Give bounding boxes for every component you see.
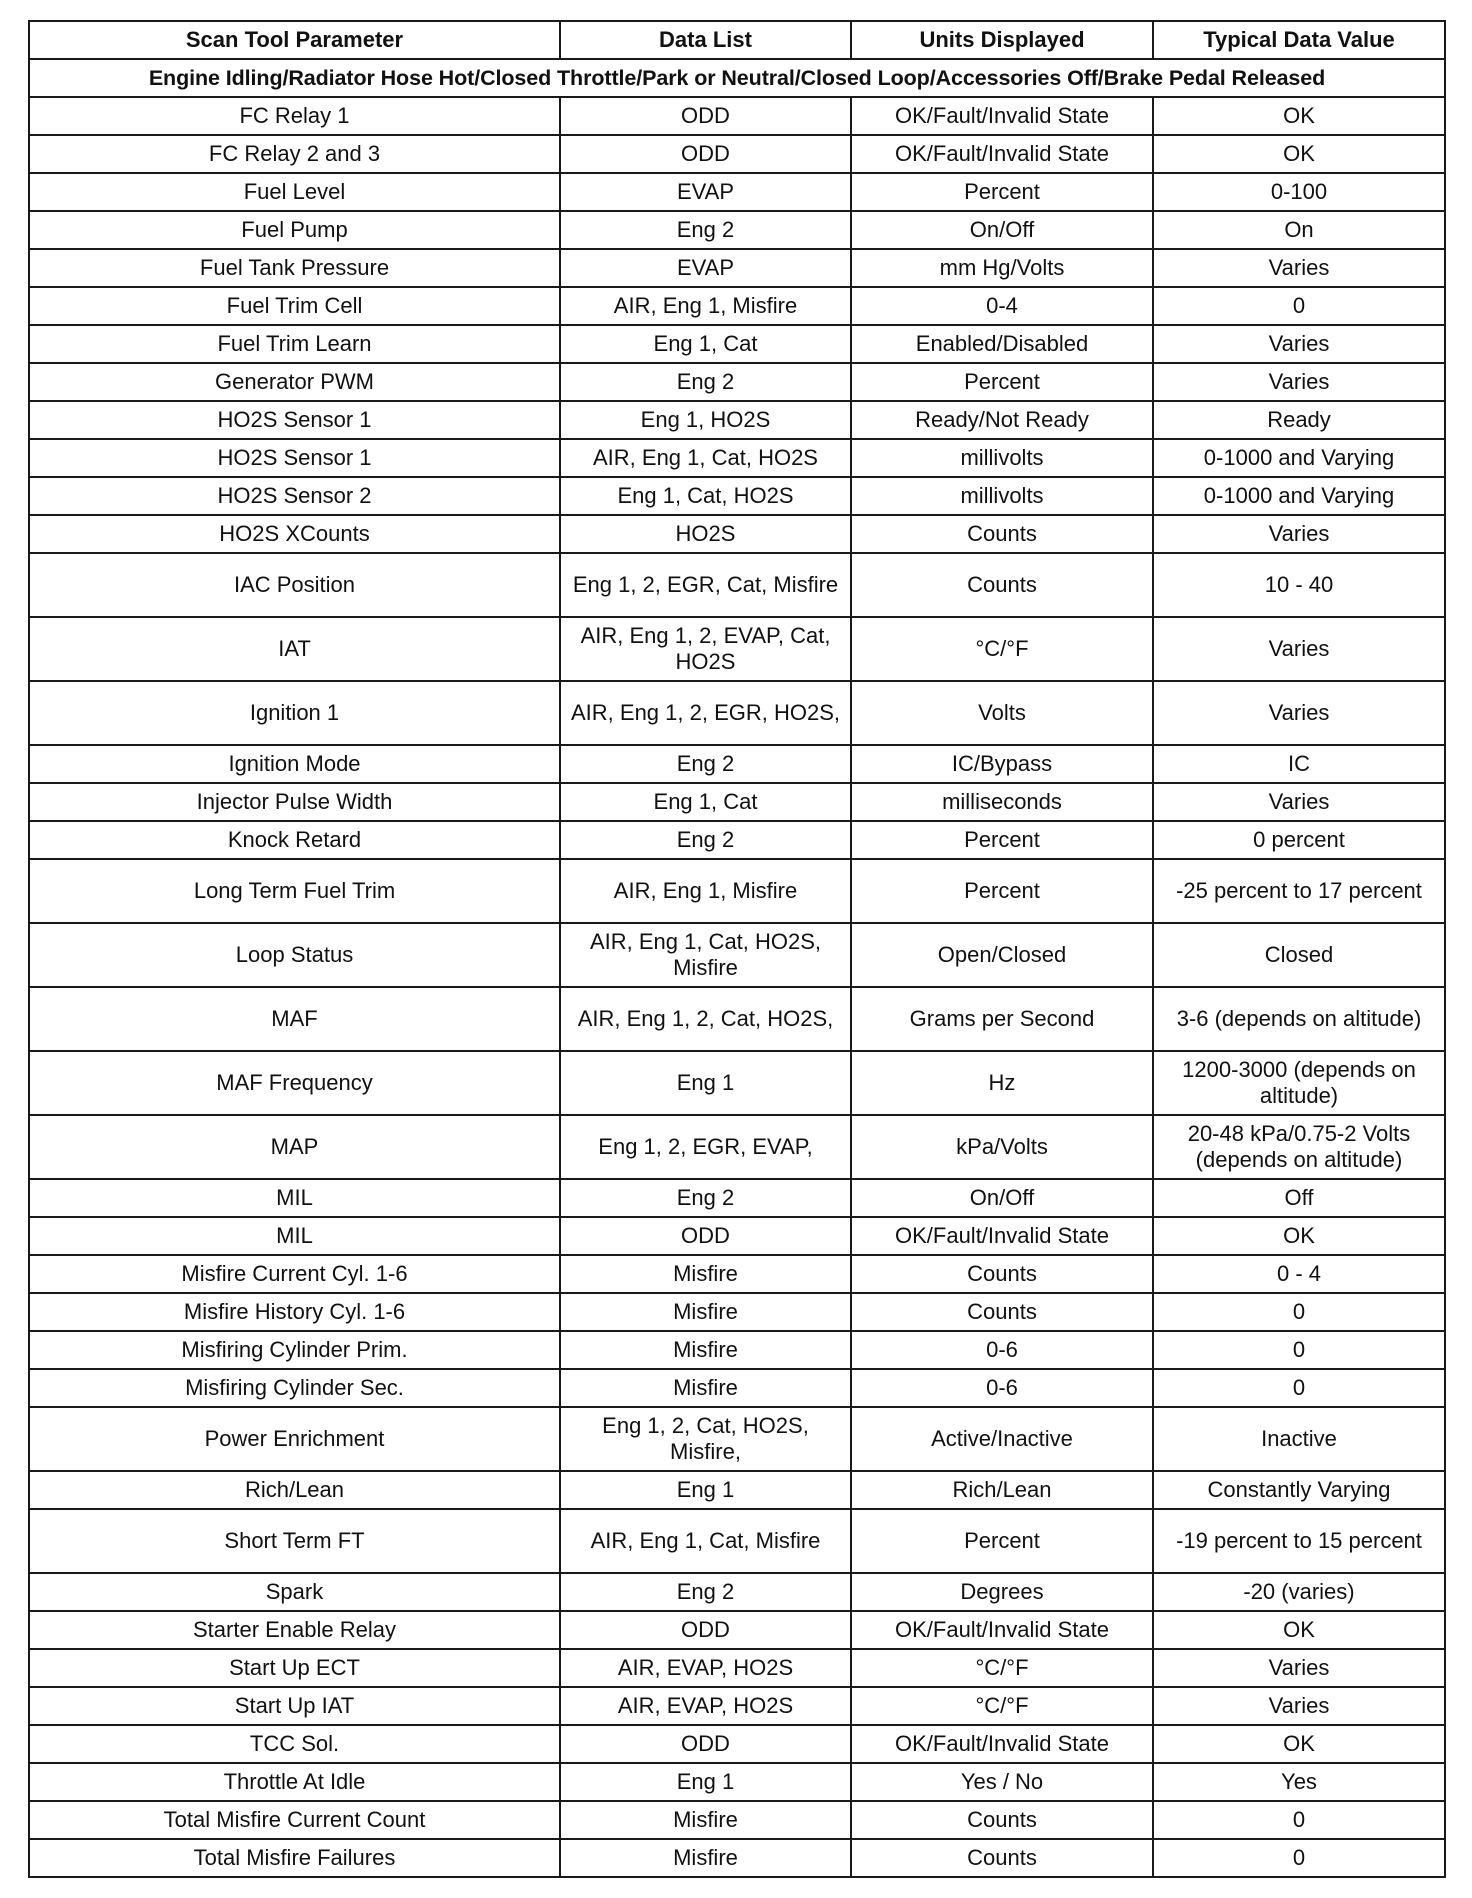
cell-parameter: Misfire History Cyl. 1-6 [29,1293,560,1331]
cell-units: Counts [851,553,1153,617]
cell-parameter: Ignition 1 [29,681,560,745]
cell-data-list: ODD [560,135,851,173]
table-row [29,987,1445,1051]
cell-parameter: Fuel Pump [29,211,560,249]
cell-parameter: HO2S Sensor 1 [29,401,560,439]
cell-typical-value: -19 percent to 15 percent [1153,1509,1445,1573]
table-row [29,439,1445,477]
cell-data-list: Eng 1 [560,1471,851,1509]
column-header-data-list: Data List [560,21,851,59]
table-row [29,287,1445,325]
cell-data-list: Eng 1, 2, EGR, EVAP, [560,1115,851,1179]
cell-data-list: Eng 2 [560,745,851,783]
table-row [29,821,1445,859]
cell-units: OK/Fault/Invalid State [851,97,1153,135]
table-row [29,325,1445,363]
cell-data-list: Misfire [560,1369,851,1407]
cell-parameter: Generator PWM [29,363,560,401]
section-conditions: Engine Idling/Radiator Hose Hot/Closed Throttle/Park or Neutral/Closed Loop/Accessories Off/Brake Pedal Released [29,59,1445,97]
table-row [29,1369,1445,1407]
table-row [29,1801,1445,1839]
cell-parameter: Fuel Level [29,173,560,211]
cell-parameter: HO2S Sensor 1 [29,439,560,477]
cell-units: Counts [851,1801,1153,1839]
cell-data-list: AIR, Eng 1, Cat, HO2S, Misfire [560,923,851,987]
table-row [29,1115,1445,1179]
cell-units: Counts [851,1293,1153,1331]
table-row [29,1763,1445,1801]
cell-parameter: Total Misfire Current Count [29,1801,560,1839]
table-row [29,783,1445,821]
table-row [29,1255,1445,1293]
table-row [29,681,1445,745]
table-row [29,1725,1445,1763]
cell-data-list: Eng 1, Cat, HO2S [560,477,851,515]
table-row [29,1179,1445,1217]
cell-parameter: MIL [29,1179,560,1217]
cell-units: Percent [851,173,1153,211]
cell-data-list: Eng 2 [560,1179,851,1217]
cell-typical-value: Varies [1153,681,1445,745]
cell-typical-value: Varies [1153,249,1445,287]
cell-units: On/Off [851,211,1153,249]
cell-parameter: Total Misfire Failures [29,1839,560,1877]
cell-units: Percent [851,363,1153,401]
cell-data-list: Misfire [560,1293,851,1331]
cell-data-list: HO2S [560,515,851,553]
cell-units: Yes / No [851,1763,1153,1801]
cell-units: OK/Fault/Invalid State [851,135,1153,173]
table-row [29,1649,1445,1687]
table-row [29,1573,1445,1611]
cell-parameter: IAT [29,617,560,681]
cell-units: Counts [851,515,1153,553]
cell-parameter: HO2S XCounts [29,515,560,553]
cell-typical-value: -20 (varies) [1153,1573,1445,1611]
table-body [29,97,1445,1877]
cell-typical-value: 0 percent [1153,821,1445,859]
cell-data-list: ODD [560,1611,851,1649]
cell-units: 0-6 [851,1369,1153,1407]
cell-typical-value: Closed [1153,923,1445,987]
cell-units: OK/Fault/Invalid State [851,1611,1153,1649]
cell-typical-value: 0-1000 and Varying [1153,439,1445,477]
cell-data-list: Eng 1, HO2S [560,401,851,439]
column-header-units: Units Displayed [851,21,1153,59]
table-row [29,1217,1445,1255]
cell-units: 0-6 [851,1331,1153,1369]
cell-typical-value: 0 [1153,1369,1445,1407]
table-row [29,1293,1445,1331]
cell-data-list: ODD [560,1725,851,1763]
cell-data-list: Eng 1, Cat [560,783,851,821]
cell-units: millivolts [851,439,1153,477]
cell-data-list: AIR, Eng 1, Cat, Misfire [560,1509,851,1573]
table-row [29,135,1445,173]
cell-parameter: Fuel Trim Cell [29,287,560,325]
cell-units: Counts [851,1839,1153,1877]
cell-data-list: Eng 1 [560,1763,851,1801]
cell-units: Enabled/Disabled [851,325,1153,363]
cell-units: Active/Inactive [851,1407,1153,1471]
cell-typical-value: Off [1153,1179,1445,1217]
cell-typical-value: Varies [1153,363,1445,401]
cell-data-list: AIR, Eng 1, Cat, HO2S [560,439,851,477]
cell-parameter: FC Relay 1 [29,97,560,135]
cell-units: Volts [851,681,1153,745]
cell-typical-value: Varies [1153,783,1445,821]
cell-typical-value: OK [1153,135,1445,173]
cell-units: Percent [851,859,1153,923]
cell-units: OK/Fault/Invalid State [851,1725,1153,1763]
cell-typical-value: 0 - 4 [1153,1255,1445,1293]
cell-typical-value: Varies [1153,1649,1445,1687]
cell-parameter: Misfire Current Cyl. 1-6 [29,1255,560,1293]
cell-data-list: EVAP [560,173,851,211]
cell-parameter: Start Up IAT [29,1687,560,1725]
cell-data-list: Eng 1 [560,1051,851,1115]
cell-typical-value: 20-48 kPa/0.75-2 Volts (depends on altitude) [1153,1115,1445,1179]
cell-data-list: Misfire [560,1331,851,1369]
scan-tool-data-table [28,20,1446,1878]
table-row [29,745,1445,783]
table-row [29,1687,1445,1725]
cell-parameter: Fuel Tank Pressure [29,249,560,287]
cell-parameter: Start Up ECT [29,1649,560,1687]
cell-parameter: HO2S Sensor 2 [29,477,560,515]
cell-data-list: AIR, Eng 1, Misfire [560,859,851,923]
table-row [29,1839,1445,1877]
cell-units: Open/Closed [851,923,1153,987]
table-row [29,617,1445,681]
column-header-typical-value: Typical Data Value [1153,21,1445,59]
table-row [29,211,1445,249]
cell-units: Grams per Second [851,987,1153,1051]
column-header-parameter: Scan Tool Parameter [29,21,560,59]
cell-units: °C/°F [851,1687,1153,1725]
cell-typical-value: OK [1153,1217,1445,1255]
cell-units: milliseconds [851,783,1153,821]
cell-data-list: ODD [560,1217,851,1255]
cell-typical-value: Ready [1153,401,1445,439]
cell-parameter: Starter Enable Relay [29,1611,560,1649]
cell-data-list: Eng 2 [560,821,851,859]
table-row [29,1331,1445,1369]
cell-parameter: Spark [29,1573,560,1611]
cell-units: Rich/Lean [851,1471,1153,1509]
cell-typical-value: 0 [1153,1839,1445,1877]
cell-data-list: Eng 1, 2, Cat, HO2S, Misfire, [560,1407,851,1471]
cell-typical-value: 0 [1153,1801,1445,1839]
cell-typical-value: On [1153,211,1445,249]
cell-parameter: Long Term Fuel Trim [29,859,560,923]
table-row [29,1611,1445,1649]
cell-data-list: Misfire [560,1801,851,1839]
cell-typical-value: Constantly Varying [1153,1471,1445,1509]
cell-units: IC/Bypass [851,745,1153,783]
table-row [29,1051,1445,1115]
cell-typical-value: 0 [1153,1293,1445,1331]
table-row [29,249,1445,287]
cell-units: Percent [851,821,1153,859]
cell-data-list: AIR, Eng 1, 2, Cat, HO2S, [560,987,851,1051]
cell-units: Hz [851,1051,1153,1115]
cell-typical-value: 0-1000 and Varying [1153,477,1445,515]
cell-typical-value: IC [1153,745,1445,783]
cell-typical-value: 1200-3000 (depends on altitude) [1153,1051,1445,1115]
cell-units: OK/Fault/Invalid State [851,1217,1153,1255]
cell-data-list: Misfire [560,1255,851,1293]
table-row [29,97,1445,135]
cell-parameter: IAC Position [29,553,560,617]
cell-units: Percent [851,1509,1153,1573]
table-header [29,21,1445,97]
cell-data-list: AIR, Eng 1, Misfire [560,287,851,325]
section-row [29,59,1445,97]
cell-data-list: AIR, Eng 1, 2, EVAP, Cat, HO2S [560,617,851,681]
cell-units: Counts [851,1255,1153,1293]
cell-parameter: MAF Frequency [29,1051,560,1115]
cell-data-list: Eng 1, 2, EGR, Cat, Misfire [560,553,851,617]
cell-units: °C/°F [851,1649,1153,1687]
cell-parameter: Short Term FT [29,1509,560,1573]
cell-parameter: Misfiring Cylinder Prim. [29,1331,560,1369]
cell-data-list: AIR, Eng 1, 2, EGR, HO2S, [560,681,851,745]
cell-units: Ready/Not Ready [851,401,1153,439]
cell-parameter: MAF [29,987,560,1051]
cell-parameter: Ignition Mode [29,745,560,783]
cell-typical-value: OK [1153,1611,1445,1649]
cell-typical-value: Varies [1153,325,1445,363]
cell-typical-value: Inactive [1153,1407,1445,1471]
table-row [29,553,1445,617]
cell-data-list: Eng 2 [560,211,851,249]
table-row [29,515,1445,553]
cell-units: On/Off [851,1179,1153,1217]
cell-typical-value: OK [1153,97,1445,135]
table-row [29,1407,1445,1471]
cell-typical-value: Varies [1153,1687,1445,1725]
cell-typical-value: OK [1153,1725,1445,1763]
cell-units: mm Hg/Volts [851,249,1153,287]
cell-data-list: Eng 2 [560,363,851,401]
table-row [29,401,1445,439]
cell-data-list: Eng 2 [560,1573,851,1611]
cell-data-list: Eng 1, Cat [560,325,851,363]
cell-parameter: MIL [29,1217,560,1255]
cell-data-list: ODD [560,97,851,135]
cell-parameter: Throttle At Idle [29,1763,560,1801]
table-row [29,859,1445,923]
cell-typical-value: Varies [1153,515,1445,553]
cell-parameter: Fuel Trim Learn [29,325,560,363]
table-row [29,923,1445,987]
cell-parameter: MAP [29,1115,560,1179]
cell-parameter: Injector Pulse Width [29,783,560,821]
cell-parameter: Knock Retard [29,821,560,859]
table-row [29,1471,1445,1509]
cell-typical-value: 10 - 40 [1153,553,1445,617]
cell-parameter: TCC Sol. [29,1725,560,1763]
cell-typical-value: -25 percent to 17 percent [1153,859,1445,923]
cell-typical-value: 0-100 [1153,173,1445,211]
table-row [29,173,1445,211]
cell-parameter: Misfiring Cylinder Sec. [29,1369,560,1407]
cell-units: millivolts [851,477,1153,515]
cell-units: °C/°F [851,617,1153,681]
cell-typical-value: 0 [1153,1331,1445,1369]
cell-units: 0-4 [851,287,1153,325]
header-row [29,21,1445,59]
cell-units: kPa/Volts [851,1115,1153,1179]
table-row [29,477,1445,515]
cell-parameter: Loop Status [29,923,560,987]
cell-data-list: AIR, EVAP, HO2S [560,1649,851,1687]
cell-parameter: Power Enrichment [29,1407,560,1471]
cell-typical-value: 0 [1153,287,1445,325]
table-row [29,363,1445,401]
cell-units: Degrees [851,1573,1153,1611]
cell-typical-value: Yes [1153,1763,1445,1801]
cell-parameter: Rich/Lean [29,1471,560,1509]
table-row [29,1509,1445,1573]
cell-data-list: AIR, EVAP, HO2S [560,1687,851,1725]
cell-typical-value: Varies [1153,617,1445,681]
cell-parameter: FC Relay 2 and 3 [29,135,560,173]
cell-typical-value: 3-6 (depends on altitude) [1153,987,1445,1051]
cell-data-list: Misfire [560,1839,851,1877]
cell-data-list: EVAP [560,249,851,287]
